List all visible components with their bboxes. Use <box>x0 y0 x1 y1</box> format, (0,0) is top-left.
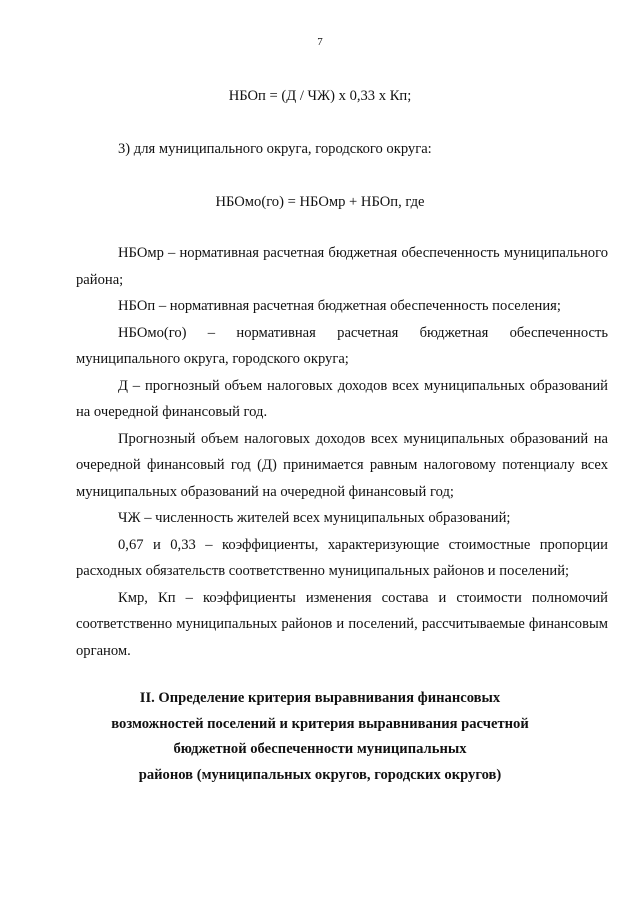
definitions-list <box>76 240 608 664</box>
page-number: 7 <box>317 36 323 48</box>
definition-d: Д – прогнозный объем налоговых доходов всех муниципальных образований на очередной финансовый год. <box>76 377 608 420</box>
paragraph-d-forecast: Прогнозный объем налоговых доходов всех муниципальных образований на очередной финансовый год (Д) принимается равным налоговому потенциалу всех муниципальных образований на очередной финансовый год; <box>76 430 608 500</box>
definition-coefficients: 0,67 и 0,33 – коэффициенты, характеризующие стоимостные пропорции расходных обязательств соответственно муниципальных районов и поселений; <box>76 536 608 579</box>
section-heading-line: бюджетной обеспеченности муниципальных <box>173 741 467 757</box>
formula-settlement: НБОп = (Д / ЧЖ) х 0,33 х Кп; <box>228 88 412 104</box>
definition-nbomr: НБОмр – нормативная расчетная бюджетная обеспеченность муниципального района; <box>76 245 608 288</box>
definition-nbop: НБОп – нормативная расчетная бюджетная обеспеченность поселения; <box>118 298 561 314</box>
section-heading-line: районов (муниципальных округов, городских округов) <box>138 766 502 783</box>
intro-item-3: 3) для муниципального округа, городского округа: <box>118 141 432 157</box>
section-heading-line: возможностей поселений и критерия выравнивания расчетной <box>111 715 529 732</box>
section-heading <box>0 686 640 788</box>
definition-nbomo: НБОмо(го) – нормативная расчетная бюджетная обеспеченность муниципального округа, городского округа; <box>76 324 608 367</box>
section-heading-line: II. Определение критерия выравнивания финансовых <box>139 690 501 706</box>
definition-kmr-kp: Кмр, Кп – коэффициенты изменения состава и стоимости полномочий соответственно муниципальных районов и поселений, рассчитываемые финансовым органом. <box>76 589 608 659</box>
formula-municipal-district: НБОмо(го) = НБОмр + НБОп, где <box>215 194 425 210</box>
definition-chzh: ЧЖ – численность жителей всех муниципальных образований; <box>118 510 511 526</box>
